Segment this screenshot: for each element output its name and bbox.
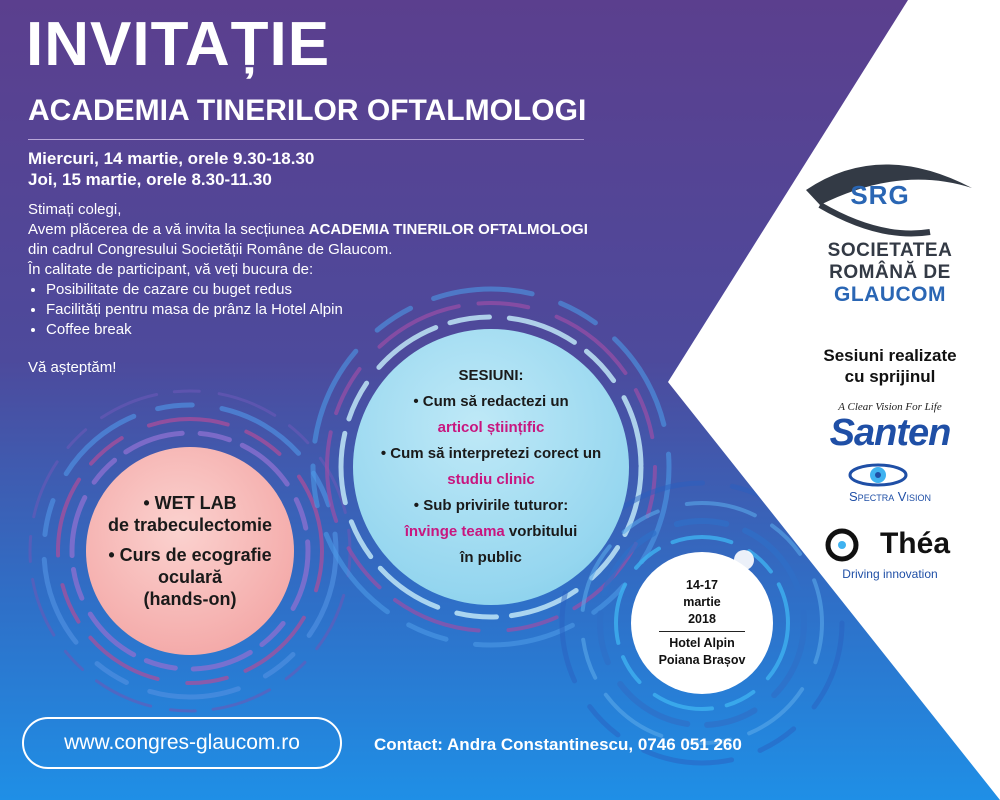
greeting: Stimați colegi, bbox=[28, 201, 122, 218]
list-item: • Posibilitate de cazare cu buget redus bbox=[46, 280, 668, 300]
session-3-highlight: învinge teama bbox=[404, 523, 505, 540]
sessions-heading: SESIUNI: bbox=[458, 367, 524, 384]
event-location: Poiana Brașov bbox=[658, 653, 746, 667]
event-venue: Hotel Alpin bbox=[669, 636, 735, 650]
event-badge-text bbox=[659, 577, 746, 669]
website-link[interactable]: www.congres-glaucom.ro bbox=[22, 717, 342, 769]
schedule bbox=[28, 148, 314, 190]
schedule-day-2: Joi, 15 martie, orele 8.30-11.30 bbox=[28, 170, 272, 189]
benefits-list bbox=[28, 280, 668, 340]
workshop-circle bbox=[86, 447, 294, 655]
workshop-text bbox=[108, 492, 272, 610]
sponsor-heading-line-1: Sesiuni realizate bbox=[823, 346, 957, 365]
workshop-item-1-detail: de trabeculectomie bbox=[107, 515, 273, 535]
event-dates: 14-17 bbox=[686, 578, 718, 592]
schedule-day-1: Miercuri, 14 martie, orele 9.30-18.30 bbox=[28, 149, 315, 168]
session-1-highlight: articol științific bbox=[437, 419, 545, 436]
event-month: martie bbox=[683, 595, 721, 609]
intro-line-1-bold: ACADEMIA TINERILOR OFTALMOLOGI bbox=[308, 221, 588, 238]
sponsor-heading-line-2: cu sprijinul bbox=[844, 367, 936, 386]
workshop-item-1: • WET LAB bbox=[143, 493, 237, 513]
page-title: INVITAȚIE bbox=[26, 10, 331, 79]
srg-logo-text: SRG bbox=[850, 180, 910, 210]
spectra-vision-logo: Spectra Vision bbox=[849, 489, 931, 504]
workshop-item-2-detail: oculară bbox=[157, 567, 223, 587]
intro-line-1 bbox=[28, 220, 668, 240]
contact-info: Contact: Andra Constantinescu, 0746 051 260 bbox=[374, 735, 742, 754]
thea-tagline: Driving innovation bbox=[842, 567, 938, 581]
event-year: 2018 bbox=[688, 612, 716, 626]
page-subtitle: ACADEMIA TINERILOR OFTALMOLOGI bbox=[28, 94, 587, 127]
session-3-rest: vorbitului bbox=[504, 523, 578, 540]
session-1: • Cum să redactezi un bbox=[413, 393, 569, 410]
workshop-item-2-note: (hands-on) bbox=[143, 589, 237, 609]
title-divider bbox=[28, 139, 584, 140]
sessions-circle bbox=[353, 329, 629, 605]
session-3-line-2 bbox=[381, 519, 601, 545]
list-item: • Facilități pentru masa de prânz la Hotel Alpin bbox=[46, 300, 668, 320]
workshop-item-2: • Curs de ecografie bbox=[108, 545, 272, 565]
org-line-2: ROMÂNĂ DE bbox=[829, 262, 951, 283]
session-2: • Cum să interpretezi corect un bbox=[380, 445, 602, 462]
list-item: • Coffee break bbox=[46, 320, 668, 340]
intro-line-1-text: Avem plăcerea de a vă invita la secțiunea bbox=[28, 221, 309, 238]
santen-logo: Santen bbox=[829, 412, 951, 454]
thea-logo: Théa bbox=[879, 527, 951, 560]
session-3: • Sub privirile tuturor: bbox=[413, 497, 569, 514]
badge-divider bbox=[659, 631, 745, 632]
intro-text bbox=[28, 200, 668, 340]
sessions-text bbox=[381, 363, 601, 571]
santen-tagline: A Clear Vision For Life bbox=[838, 401, 942, 413]
org-line-1: SOCIETATEA bbox=[827, 240, 953, 261]
event-badge bbox=[631, 552, 773, 694]
intro-line-3: În calitate de participant, vă veți bucura de: bbox=[28, 261, 314, 278]
intro-line-2: din cadrul Congresului Societății Române de Glaucom. bbox=[28, 241, 393, 258]
closing-text: Vă așteptăm! bbox=[28, 359, 117, 376]
session-2-highlight: studiu clinic bbox=[447, 471, 535, 488]
org-line-3: GLAUCOM bbox=[834, 283, 946, 306]
session-3-line-3: în public bbox=[460, 549, 522, 566]
